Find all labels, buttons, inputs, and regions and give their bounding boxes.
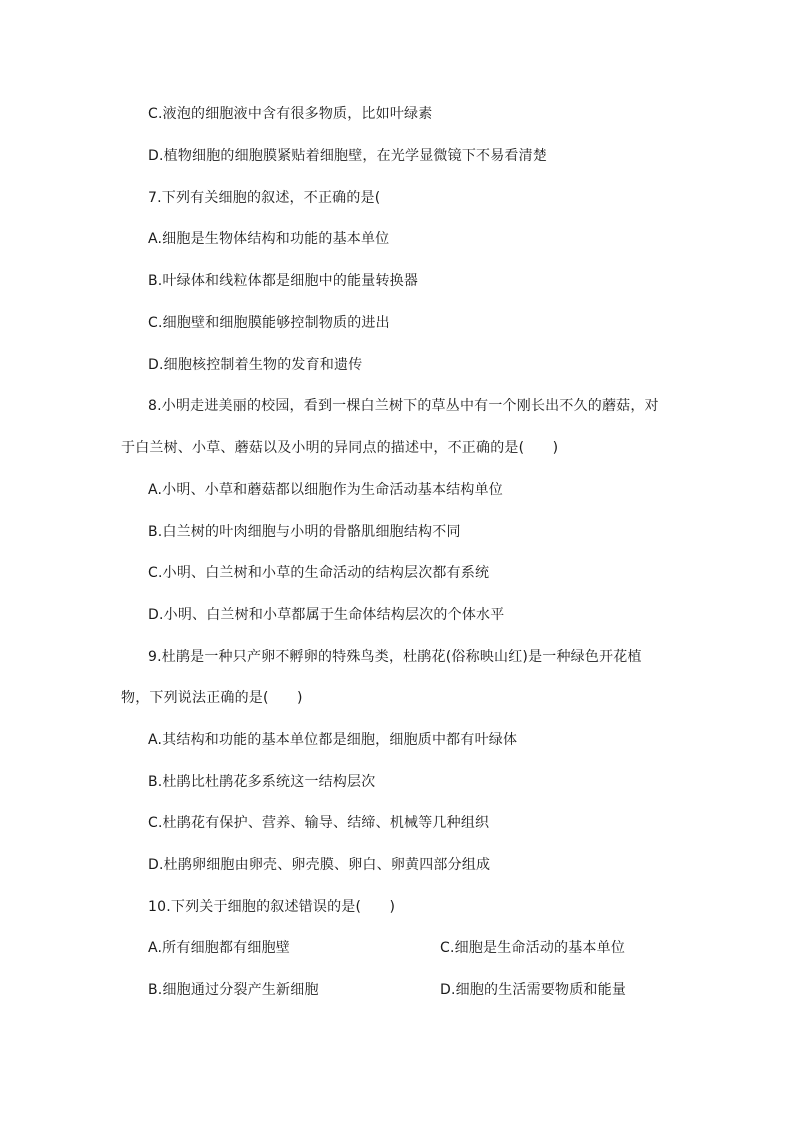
q8-option-c: C.小明、白兰树和小草的生命活动的结构层次都有系统 [148, 565, 490, 581]
q8-option-d: D.小明、白兰树和小草都属于生命体结构层次的个体水平 [148, 607, 505, 623]
q10-option-b: B.细胞通过分裂产生新细胞 [148, 982, 319, 998]
question-7: 7.下列有关细胞的叙述，不正确的是( [148, 190, 381, 206]
question-8-line-2: 于白兰树、小草、蘑菇以及小明的异同点的描述中，不正确的是( ) [121, 440, 559, 456]
q7-option-b: B.叶绿体和线粒体都是细胞中的能量转换器 [148, 273, 419, 289]
q9-option-c: C.杜鹃花有保护、营养、输导、结缔、机械等几种组织 [148, 815, 490, 831]
question-9-line-2: 物，下列说法正确的是( ) [121, 690, 303, 706]
q10-option-c: C.细胞是生命活动的基本单位 [440, 940, 626, 956]
option-d-cell-membrane: D.植物细胞的细胞膜紧贴着细胞壁，在光学显微镜下不易看清楚 [148, 148, 548, 164]
q7-option-d: D.细胞核控制着生物的发育和遗传 [148, 357, 363, 373]
q9-option-a: A.其结构和功能的基本单位都是细胞，细胞质中都有叶绿体 [148, 732, 518, 748]
q10-option-d: D.细胞的生活需要物质和能量 [440, 982, 627, 998]
q7-option-c: C.细胞壁和细胞膜能够控制物质的进出 [148, 315, 390, 331]
q8-option-b: B.白兰树的叶肉细胞与小明的骨骼肌细胞结构不同 [148, 524, 461, 540]
q9-option-d: D.杜鹃卵细胞由卵壳、卵壳膜、卵白、卵黄四部分组成 [148, 857, 491, 873]
q9-option-b: B.杜鹃比杜鹃花多系统这一结构层次 [148, 774, 376, 790]
q8-option-a: A.小明、小草和蘑菇都以细胞作为生命活动基本结构单位 [148, 482, 503, 498]
question-10: 10.下列关于细胞的叙述错误的是( ) [148, 899, 396, 915]
question-9-line-1: 9.杜鹃是一种只产卵不孵卵的特殊鸟类，杜鹃花(俗称映山红)是一种绿色开花植 [148, 649, 642, 665]
option-c-vacuole: C.液泡的细胞液中含有很多物质，比如叶绿素 [148, 106, 433, 122]
question-8-line-1: 8.小明走进美丽的校园，看到一棵白兰树下的草丛中有一个刚长出不久的蘑菇，对 [148, 398, 659, 414]
q10-option-a: A.所有细胞都有细胞壁 [148, 940, 290, 956]
q7-option-a: A.细胞是生物体结构和功能的基本单位 [148, 231, 390, 247]
